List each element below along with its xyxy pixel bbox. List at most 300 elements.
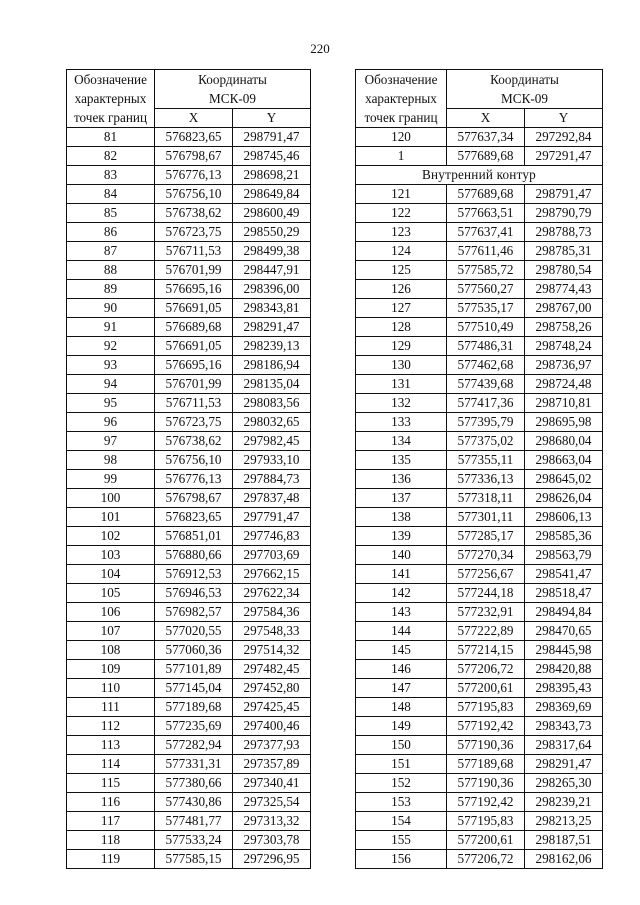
coord-x-cell: 577417,36 — [447, 394, 525, 413]
coord-x-cell: 577533,24 — [155, 831, 233, 850]
coord-x-cell: 577462,68 — [447, 356, 525, 375]
coord-y-cell: 297837,48 — [233, 489, 311, 508]
point-number-cell: 102 — [67, 527, 155, 546]
point-number-cell: 93 — [67, 356, 155, 375]
point-number-cell: 139 — [356, 527, 447, 546]
table-row — [356, 413, 603, 432]
table-row — [67, 451, 311, 470]
point-number-cell: 148 — [356, 698, 447, 717]
coord-y-cell: 298780,54 — [525, 261, 603, 280]
coord-y-cell: 298626,04 — [525, 489, 603, 508]
table-row — [356, 470, 603, 489]
coord-y-cell: 297313,32 — [233, 812, 311, 831]
point-number-cell: 138 — [356, 508, 447, 527]
table-row — [67, 299, 311, 318]
coordinates-table-left — [66, 69, 311, 869]
table-row — [356, 394, 603, 413]
coord-x-cell: 577060,36 — [155, 641, 233, 660]
coord-x-cell: 576912,53 — [155, 565, 233, 584]
coord-x-cell: 577200,61 — [447, 831, 525, 850]
header-coords-line: МСК-09 — [501, 91, 548, 106]
coord-y-cell: 298447,91 — [233, 261, 311, 280]
column-header-y: Y — [525, 109, 603, 128]
point-number-cell: 154 — [356, 812, 447, 831]
coord-y-cell: 298265,30 — [525, 774, 603, 793]
coord-x-cell: 577190,36 — [447, 736, 525, 755]
coord-y-cell: 298767,00 — [525, 299, 603, 318]
coord-y-cell: 297584,36 — [233, 603, 311, 622]
coord-x-cell: 577189,68 — [155, 698, 233, 717]
coord-y-cell: 297746,83 — [233, 527, 311, 546]
table-row — [356, 850, 603, 869]
coord-y-cell: 298791,47 — [233, 128, 311, 147]
coord-x-cell: 576711,53 — [155, 394, 233, 413]
point-number-cell: 134 — [356, 432, 447, 451]
coord-y-cell: 297548,33 — [233, 622, 311, 641]
coord-x-cell: 576723,75 — [155, 413, 233, 432]
point-number-cell: 144 — [356, 622, 447, 641]
coord-y-cell: 297703,69 — [233, 546, 311, 565]
coord-x-cell: 576823,65 — [155, 128, 233, 147]
table-row — [356, 508, 603, 527]
coord-x-cell: 576695,16 — [155, 280, 233, 299]
table-row — [67, 831, 311, 850]
coord-y-cell: 297622,34 — [233, 584, 311, 603]
coord-x-cell: 577244,18 — [447, 584, 525, 603]
coord-x-cell: 577637,41 — [447, 223, 525, 242]
coord-y-cell: 297482,45 — [233, 660, 311, 679]
table-row — [356, 451, 603, 470]
table-row — [356, 755, 603, 774]
coord-x-cell: 577355,11 — [447, 451, 525, 470]
table-row — [67, 204, 311, 223]
coord-x-cell: 577190,36 — [447, 774, 525, 793]
coord-x-cell: 576880,66 — [155, 546, 233, 565]
point-number-cell: 98 — [67, 451, 155, 470]
column-header-point-label — [67, 70, 155, 128]
coord-x-cell: 576776,13 — [155, 470, 233, 489]
coord-y-cell: 298083,56 — [233, 394, 311, 413]
coord-x-cell: 576823,65 — [155, 508, 233, 527]
coord-x-cell: 577145,04 — [155, 679, 233, 698]
coord-x-cell: 577585,72 — [447, 261, 525, 280]
point-number-cell: 100 — [67, 489, 155, 508]
coord-x-cell: 577192,42 — [447, 793, 525, 812]
coord-y-cell: 298420,88 — [525, 660, 603, 679]
coord-y-cell: 297292,84 — [525, 128, 603, 147]
point-number-cell: 96 — [67, 413, 155, 432]
coord-y-cell: 298291,47 — [525, 755, 603, 774]
point-number-cell: 124 — [356, 242, 447, 261]
table-row — [356, 489, 603, 508]
coord-y-cell: 298494,84 — [525, 603, 603, 622]
coord-x-cell: 577611,46 — [447, 242, 525, 261]
coord-y-cell: 298518,47 — [525, 584, 603, 603]
coord-x-cell: 576738,62 — [155, 204, 233, 223]
coord-y-cell: 298239,13 — [233, 337, 311, 356]
table-row — [67, 603, 311, 622]
table-row — [356, 812, 603, 831]
coord-x-cell: 577285,17 — [447, 527, 525, 546]
coord-y-cell: 298745,46 — [233, 147, 311, 166]
table-row — [356, 831, 603, 850]
coord-x-cell: 577375,02 — [447, 432, 525, 451]
point-number-cell: 113 — [67, 736, 155, 755]
point-number-cell: 129 — [356, 337, 447, 356]
table-row — [67, 375, 311, 394]
coord-x-cell: 576851,01 — [155, 527, 233, 546]
coord-y-cell: 297291,47 — [525, 147, 603, 166]
table-row — [356, 717, 603, 736]
point-number-cell: 103 — [67, 546, 155, 565]
coord-y-cell: 298790,79 — [525, 204, 603, 223]
table-row — [356, 546, 603, 565]
coord-x-cell: 577336,13 — [447, 470, 525, 489]
coord-y-cell: 298213,25 — [525, 812, 603, 831]
column-header-x: X — [447, 109, 525, 128]
header-coords-line: Координаты — [198, 72, 267, 87]
coord-y-cell: 298317,64 — [525, 736, 603, 755]
coord-x-cell: 576798,67 — [155, 489, 233, 508]
point-number-cell: 97 — [67, 432, 155, 451]
coord-x-cell: 577195,83 — [447, 812, 525, 831]
point-number-cell: 89 — [67, 280, 155, 299]
coord-x-cell: 576756,10 — [155, 451, 233, 470]
coord-x-cell: 576756,10 — [155, 185, 233, 204]
coord-x-cell: 576695,16 — [155, 356, 233, 375]
coord-y-cell: 298774,43 — [525, 280, 603, 299]
coord-y-cell: 298600,49 — [233, 204, 311, 223]
coord-y-cell: 298369,69 — [525, 698, 603, 717]
table-row — [67, 527, 311, 546]
point-number-cell: 135 — [356, 451, 447, 470]
coord-x-cell: 576946,53 — [155, 584, 233, 603]
table-row — [356, 242, 603, 261]
coord-x-cell: 577206,72 — [447, 660, 525, 679]
table-row — [356, 698, 603, 717]
coord-y-cell: 298698,21 — [233, 166, 311, 185]
coord-y-cell: 298470,65 — [525, 622, 603, 641]
point-number-cell: 111 — [67, 698, 155, 717]
coord-y-cell: 297452,80 — [233, 679, 311, 698]
coord-y-cell: 298239,21 — [525, 793, 603, 812]
point-number-cell: 121 — [356, 185, 447, 204]
coord-y-cell: 298395,43 — [525, 679, 603, 698]
table-row — [67, 641, 311, 660]
coord-x-cell: 577214,15 — [447, 641, 525, 660]
table-row — [67, 185, 311, 204]
table-row — [356, 679, 603, 698]
coord-y-cell: 297982,45 — [233, 432, 311, 451]
table-row — [67, 508, 311, 527]
point-number-cell: 85 — [67, 204, 155, 223]
column-header-y: Y — [233, 109, 311, 128]
coord-y-cell: 298343,73 — [525, 717, 603, 736]
point-number-cell: 117 — [67, 812, 155, 831]
point-number-cell: 155 — [356, 831, 447, 850]
table-row — [356, 660, 603, 679]
coord-y-cell: 298645,02 — [525, 470, 603, 489]
table-row — [67, 223, 311, 242]
coord-y-cell: 298135,04 — [233, 375, 311, 394]
coordinates-table-right — [355, 69, 603, 869]
coord-y-cell: 298585,36 — [525, 527, 603, 546]
point-number-cell: 141 — [356, 565, 447, 584]
coord-x-cell: 577256,67 — [447, 565, 525, 584]
point-number-cell: 131 — [356, 375, 447, 394]
table-row — [356, 185, 603, 204]
coord-y-cell: 298788,73 — [525, 223, 603, 242]
point-number-cell: 142 — [356, 584, 447, 603]
point-number-cell: 153 — [356, 793, 447, 812]
coord-y-cell: 298396,00 — [233, 280, 311, 299]
point-number-cell: 149 — [356, 717, 447, 736]
table-row — [67, 280, 311, 299]
coord-y-cell: 297933,10 — [233, 451, 311, 470]
table-row — [67, 147, 311, 166]
table-row — [356, 375, 603, 394]
column-header-coordinates — [447, 70, 603, 109]
header-label-line: Обозначение — [74, 72, 147, 87]
coord-x-cell: 576691,05 — [155, 299, 233, 318]
point-number-cell: 86 — [67, 223, 155, 242]
coord-x-cell: 577200,61 — [447, 679, 525, 698]
coord-y-cell: 297296,95 — [233, 850, 311, 869]
point-number-cell: 116 — [67, 793, 155, 812]
coord-y-cell: 298649,84 — [233, 185, 311, 204]
point-number-cell: 123 — [356, 223, 447, 242]
point-number-cell: 112 — [67, 717, 155, 736]
coord-x-cell: 577535,17 — [447, 299, 525, 318]
coord-y-cell: 297303,78 — [233, 831, 311, 850]
header-label-line: точек границ — [73, 110, 148, 125]
table-row — [67, 470, 311, 489]
coord-x-cell: 577395,79 — [447, 413, 525, 432]
coord-x-cell: 576689,68 — [155, 318, 233, 337]
point-number-cell: 125 — [356, 261, 447, 280]
table-row — [67, 242, 311, 261]
coord-x-cell: 577192,42 — [447, 717, 525, 736]
table-row — [356, 299, 603, 318]
coord-x-cell: 576738,62 — [155, 432, 233, 451]
point-number-cell: 127 — [356, 299, 447, 318]
coord-y-cell: 298724,48 — [525, 375, 603, 394]
table-row — [356, 261, 603, 280]
table-row — [356, 318, 603, 337]
table-row — [67, 356, 311, 375]
table-row — [67, 584, 311, 603]
point-number-cell: 81 — [67, 128, 155, 147]
coord-x-cell: 577020,55 — [155, 622, 233, 641]
point-number-cell: 110 — [67, 679, 155, 698]
point-number-cell: 109 — [67, 660, 155, 679]
point-number-cell: 91 — [67, 318, 155, 337]
coord-x-cell: 577560,27 — [447, 280, 525, 299]
coord-y-cell: 298186,94 — [233, 356, 311, 375]
coord-x-cell: 576798,67 — [155, 147, 233, 166]
point-number-cell: 133 — [356, 413, 447, 432]
header-label-line: характерных — [365, 91, 437, 106]
coord-y-cell: 298563,79 — [525, 546, 603, 565]
point-number-cell: 137 — [356, 489, 447, 508]
table-row — [356, 622, 603, 641]
point-number-cell: 107 — [67, 622, 155, 641]
point-number-cell: 152 — [356, 774, 447, 793]
coord-y-cell: 297662,15 — [233, 565, 311, 584]
table-row — [67, 812, 311, 831]
point-number-cell: 130 — [356, 356, 447, 375]
coord-y-cell: 298187,51 — [525, 831, 603, 850]
point-number-cell: 101 — [67, 508, 155, 527]
coord-x-cell: 577637,34 — [447, 128, 525, 147]
coord-y-cell: 297357,89 — [233, 755, 311, 774]
table-row — [356, 603, 603, 622]
header-coords-line: МСК-09 — [209, 91, 256, 106]
coord-y-cell: 298445,98 — [525, 641, 603, 660]
point-number-cell: 114 — [67, 755, 155, 774]
coord-x-cell: 576723,75 — [155, 223, 233, 242]
point-number-cell: 84 — [67, 185, 155, 204]
coord-x-cell: 577380,66 — [155, 774, 233, 793]
coord-x-cell: 577232,91 — [447, 603, 525, 622]
coord-x-cell: 577481,77 — [155, 812, 233, 831]
coord-y-cell: 298032,65 — [233, 413, 311, 432]
table-row — [67, 261, 311, 280]
header-label-line: характерных — [74, 91, 147, 106]
coord-y-cell: 298785,31 — [525, 242, 603, 261]
point-number-cell: 95 — [67, 394, 155, 413]
table-row — [356, 584, 603, 603]
table-row — [67, 622, 311, 641]
point-number-cell: 90 — [67, 299, 155, 318]
coord-y-cell: 297514,32 — [233, 641, 311, 660]
coord-x-cell: 576776,13 — [155, 166, 233, 185]
table-row — [67, 698, 311, 717]
point-number-cell: 132 — [356, 394, 447, 413]
page-number: 220 — [310, 41, 330, 56]
point-number-cell: 119 — [67, 850, 155, 869]
point-number-cell: 106 — [67, 603, 155, 622]
point-number-cell: 83 — [67, 166, 155, 185]
table-row — [356, 527, 603, 546]
coord-x-cell: 577270,34 — [447, 546, 525, 565]
coord-x-cell: 577663,51 — [447, 204, 525, 223]
coord-y-cell: 298291,47 — [233, 318, 311, 337]
point-number-cell: 104 — [67, 565, 155, 584]
coord-y-cell: 298791,47 — [525, 185, 603, 204]
coord-x-cell: 577510,49 — [447, 318, 525, 337]
coord-x-cell: 576701,99 — [155, 375, 233, 394]
table-body-left — [67, 128, 311, 869]
table-row — [356, 793, 603, 812]
table-row — [356, 641, 603, 660]
table-row — [356, 356, 603, 375]
point-number-cell: 87 — [67, 242, 155, 261]
point-number-cell: 145 — [356, 641, 447, 660]
coord-x-cell: 577195,83 — [447, 698, 525, 717]
table-row — [67, 793, 311, 812]
point-number-cell: 1 — [356, 147, 447, 166]
header-label-line: Обозначение — [364, 72, 438, 87]
table-row — [356, 280, 603, 299]
table-row — [67, 394, 311, 413]
point-number-cell: 120 — [356, 128, 447, 147]
point-number-cell: 88 — [67, 261, 155, 280]
table-row — [67, 166, 311, 185]
coord-y-cell: 298550,29 — [233, 223, 311, 242]
table-row — [67, 565, 311, 584]
point-number-cell: 115 — [67, 774, 155, 793]
point-number-cell: 82 — [67, 147, 155, 166]
point-number-cell: 146 — [356, 660, 447, 679]
point-number-cell: 128 — [356, 318, 447, 337]
coord-y-cell: 297400,46 — [233, 717, 311, 736]
table-row — [356, 337, 603, 356]
coord-y-cell: 298748,24 — [525, 337, 603, 356]
coord-y-cell: 298606,13 — [525, 508, 603, 527]
coord-y-cell: 298499,38 — [233, 242, 311, 261]
point-number-cell: 136 — [356, 470, 447, 489]
coord-y-cell: 297425,45 — [233, 698, 311, 717]
table-row — [356, 774, 603, 793]
coord-x-cell: 577439,68 — [447, 375, 525, 394]
header-label-line: точек границ — [364, 110, 438, 125]
table-body-right — [356, 128, 603, 869]
column-header-x: X — [155, 109, 233, 128]
coord-x-cell: 577282,94 — [155, 736, 233, 755]
coord-x-cell: 576691,05 — [155, 337, 233, 356]
point-number-cell: 108 — [67, 641, 155, 660]
coord-x-cell: 577235,69 — [155, 717, 233, 736]
table-row — [356, 565, 603, 584]
table-row — [356, 147, 603, 166]
coord-x-cell: 577331,31 — [155, 755, 233, 774]
coord-x-cell: 577430,86 — [155, 793, 233, 812]
point-number-cell: 126 — [356, 280, 447, 299]
section-row — [356, 166, 603, 185]
table-row — [356, 128, 603, 147]
coord-x-cell: 577486,31 — [447, 337, 525, 356]
coord-y-cell: 297325,54 — [233, 793, 311, 812]
coord-y-cell: 297791,47 — [233, 508, 311, 527]
header-coords-line: Координаты — [490, 72, 559, 87]
table-row — [67, 736, 311, 755]
table-row — [67, 413, 311, 432]
table-row — [67, 489, 311, 508]
column-header-coordinates — [155, 70, 311, 109]
table-row — [67, 774, 311, 793]
coord-y-cell: 298343,81 — [233, 299, 311, 318]
coord-y-cell: 298162,06 — [525, 850, 603, 869]
point-number-cell: 147 — [356, 679, 447, 698]
table-row — [67, 128, 311, 147]
point-number-cell: 94 — [67, 375, 155, 394]
coord-x-cell: 577318,11 — [447, 489, 525, 508]
table-row — [67, 432, 311, 451]
coord-x-cell: 577689,68 — [447, 147, 525, 166]
point-number-cell: 99 — [67, 470, 155, 489]
table-row — [67, 717, 311, 736]
coord-y-cell: 298710,81 — [525, 394, 603, 413]
point-number-cell: 150 — [356, 736, 447, 755]
coord-y-cell: 297340,41 — [233, 774, 311, 793]
table-row — [67, 850, 311, 869]
coord-x-cell: 576982,57 — [155, 603, 233, 622]
coord-y-cell: 298663,04 — [525, 451, 603, 470]
coord-x-cell: 577301,11 — [447, 508, 525, 527]
section-title: Внутренний контур — [356, 166, 603, 185]
coord-y-cell: 298736,97 — [525, 356, 603, 375]
